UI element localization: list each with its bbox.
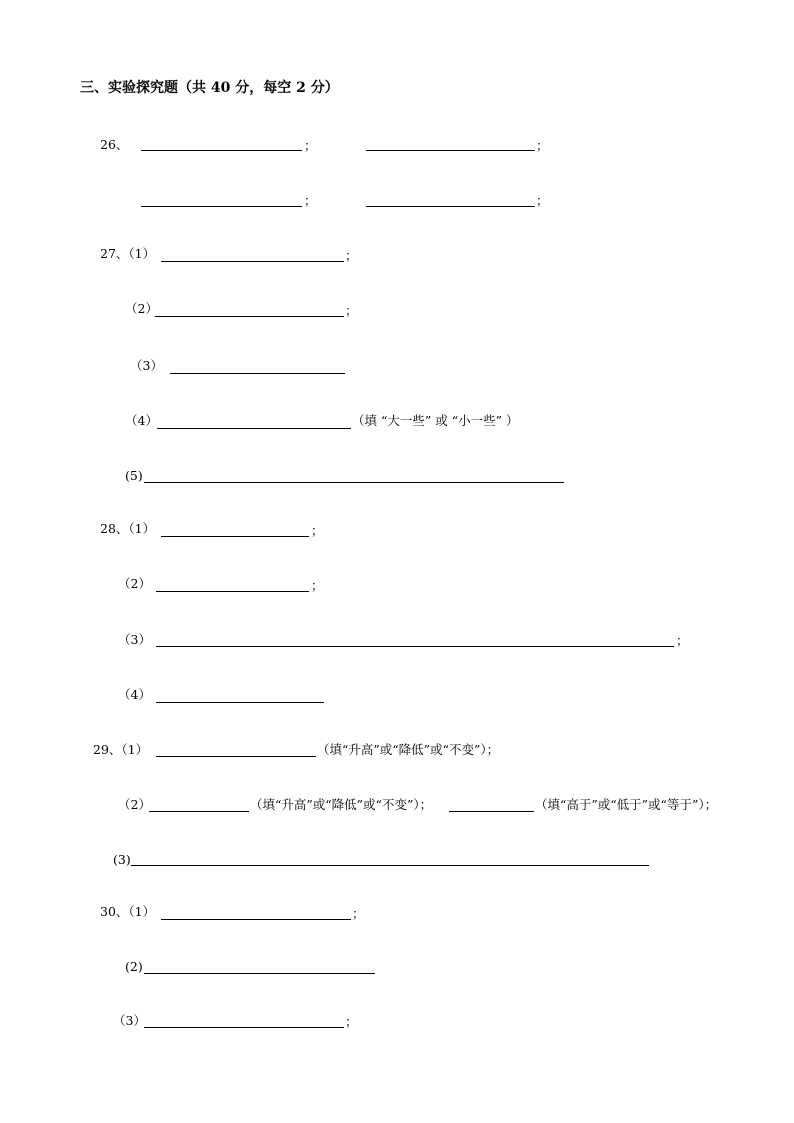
q29-1-label: 29、（1） <box>93 742 149 757</box>
q30-1-blank[interactable] <box>161 919 351 920</box>
q27-2-blank[interactable] <box>155 316 344 317</box>
q27-3-label: （3） <box>130 358 163 373</box>
q28-2-blank[interactable] <box>156 591 309 592</box>
q26-blank-4[interactable] <box>366 206 535 207</box>
semicolon: ； <box>345 248 358 263</box>
q28-1-blank[interactable] <box>161 536 309 537</box>
q29-2-hint-a: （填“升高”或“降低”或“不变”）； <box>250 797 433 812</box>
q27-1-label: 27、（1） <box>100 246 156 261</box>
q29-2-hint-b: （填“高于”或“低于”或“等于”）； <box>535 797 718 812</box>
q27-5-label: (5) <box>125 468 143 483</box>
q26-label: 26、 <box>100 137 129 152</box>
q27-3-blank[interactable] <box>170 373 345 374</box>
q29-1-blank[interactable] <box>156 756 316 757</box>
q28-4-blank[interactable] <box>156 702 324 703</box>
q30-2-blank[interactable] <box>144 973 375 974</box>
q26-blank-1[interactable] <box>141 150 302 151</box>
q28-3-blank[interactable] <box>156 646 674 647</box>
q30-2-label: (2) <box>125 959 143 974</box>
section-heading: 三、实验探究题（共 40 分，每空 2 分） <box>80 80 339 96</box>
q27-4-blank[interactable] <box>157 428 351 429</box>
semicolon: ； <box>345 303 358 318</box>
q30-3-label: （3） <box>113 1013 146 1028</box>
q29-2-label: （2） <box>118 797 151 812</box>
semicolon: ； <box>352 906 365 921</box>
q29-2-blank-b[interactable] <box>449 811 534 812</box>
q27-4-hint: （填 “大一些” 或 “小一些” ） <box>352 413 519 428</box>
q27-2-label: （2） <box>125 301 158 316</box>
q27-5-blank[interactable] <box>144 482 564 483</box>
q30-1-label: 30、（1） <box>100 904 156 919</box>
semicolon: ； <box>676 633 689 648</box>
q26-blank-3[interactable] <box>141 206 302 207</box>
semicolon: ； <box>311 578 324 593</box>
semicolon: ； <box>345 1014 358 1029</box>
semicolon: ； <box>304 193 317 208</box>
q26-blank-2[interactable] <box>366 150 535 151</box>
q28-1-label: 28、（1） <box>100 521 156 536</box>
q29-3-label: (3) <box>113 852 131 867</box>
q27-4-label: （4） <box>125 413 158 428</box>
q27-1-blank[interactable] <box>161 261 344 262</box>
q28-2-label: （2） <box>118 576 151 591</box>
semicolon: ； <box>536 193 549 208</box>
q29-2-blank-a[interactable] <box>149 811 249 812</box>
semicolon: ； <box>536 138 549 153</box>
q28-3-label: （3） <box>118 632 151 647</box>
q29-3-blank[interactable] <box>131 865 649 866</box>
semicolon: ； <box>304 138 317 153</box>
semicolon: ； <box>311 523 324 538</box>
q30-3-blank[interactable] <box>144 1027 344 1028</box>
q28-4-label: （4） <box>118 687 151 702</box>
q29-1-hint: （填“升高”或“降低”或“不变”）； <box>317 742 500 757</box>
